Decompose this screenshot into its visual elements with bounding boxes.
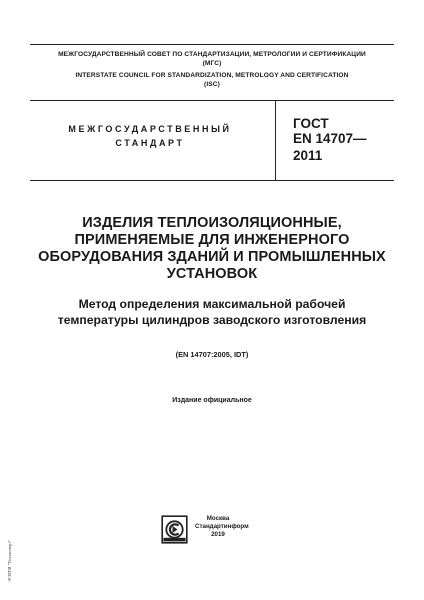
adoption-reference: (EN 14707:2005, IDT) (175, 350, 249, 359)
standard-type-line2: СТАНДАРТ (115, 138, 185, 148)
publisher-city: Москва (206, 515, 230, 522)
document-title-line3: ОБОРУДОВАНИЯ ЗДАНИЙ И ПРОМЫШЛЕННЫХ (38, 249, 386, 265)
edition-label: Издание официальное (172, 397, 252, 404)
council-ru-line2: (МГС) (202, 60, 222, 67)
document-title-line1: ИЗДЕЛИЯ ТЕПЛОИЗОЛЯЦИОННЫЕ, (82, 215, 342, 231)
council-name-en (30, 71, 394, 89)
publication-year: 2019 (211, 531, 225, 538)
document-title-line2: ПРИМЕНЯЕМЫЕ ДЛЯ ИНЖЕНЕРНОГО (74, 232, 350, 248)
document-title-line4: УСТАНОВОК (166, 266, 258, 282)
side-watermark-note: ЭСНТИ "Техэксперт" (7, 539, 12, 582)
council-name-ru (30, 50, 394, 68)
document-subtitle-line1: Метод определения максимальной рабочей (78, 297, 346, 311)
header-top-rule (30, 44, 394, 45)
publisher-name: Стандартинформ (195, 523, 249, 530)
gost-designation-line3: 2011 (293, 148, 323, 163)
council-ru-line1: МЕЖГОСУДАРСТВЕННЫЙ СОВЕТ ПО СТАНДАРТИЗАЦИИ, МЕТРОЛОГИИ И СЕРТИФИКАЦИИ (58, 51, 366, 58)
gost-designation-line2: EN 14707— (293, 131, 367, 146)
designation-divider (275, 101, 276, 180)
standard-type-line1: МЕЖГОСУДАРСТВЕННЫЙ (68, 124, 232, 134)
header-bottom-rule (30, 100, 394, 101)
designation-bottom-rule (30, 180, 394, 181)
council-en-line2: (ISC) (204, 81, 220, 88)
gost-designation-line1: ГОСТ (293, 116, 329, 131)
council-en-line1: INTERSTATE COUNCIL FOR STANDARDIZATION, METROLOGY AND CERTIFICATION (75, 72, 349, 79)
standartinform-logo-icon (161, 515, 188, 544)
document-subtitle-line2: температуры цилиндров заводского изготовления (57, 313, 367, 327)
